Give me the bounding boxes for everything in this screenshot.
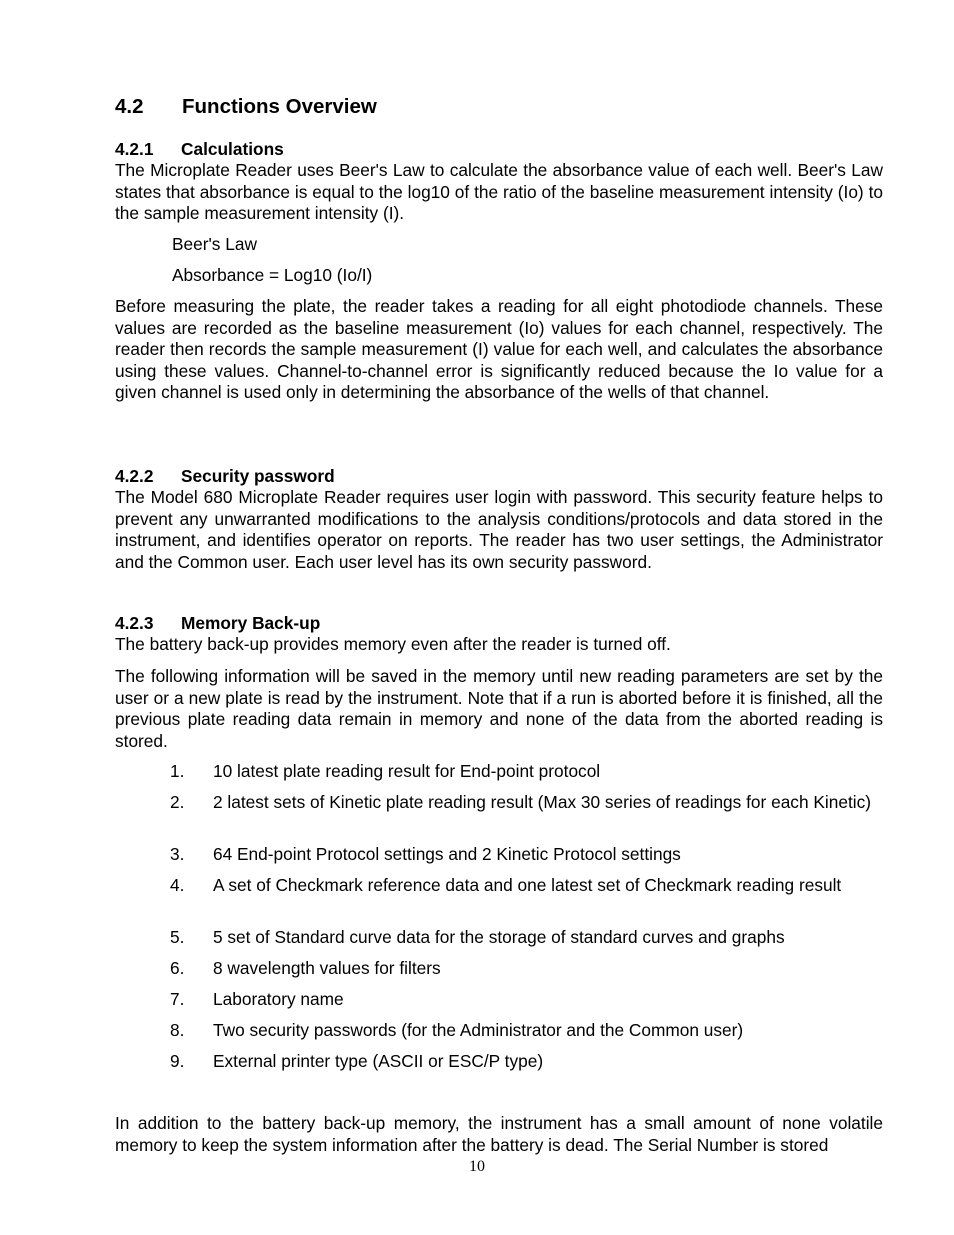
subsection-title: Calculations <box>181 139 284 159</box>
list-item-number: 2. <box>170 792 185 812</box>
list-item-number: 3. <box>170 844 185 864</box>
section-heading <box>115 95 377 119</box>
security-paragraph: The Model 680 Microplate Reader requires user login with password. This security feature helps to prevent any unwarranted modifications to the analysis conditions/protocols and data stored in the instrument, and identifies operator on reports. The reader has two user settings, the Administrator and the Common user. Each user level has its own security password. <box>115 487 883 572</box>
subsection-heading-memory <box>115 613 320 634</box>
subsection-number: 4.2.3 <box>115 613 154 633</box>
calculations-body-paragraph: Before measuring the plate, the reader takes a reading for all eight photodiode channels. These values are recorded as the baseline measurement (Io) values for each channel, respectively. The reader then records the sample measurement (I) value for each well, and calculates the absorbance using these values. Channel-to-channel error is significantly reduced because the Io value for a given channel is used only in determining the absorbance of the wells of that channel. <box>115 296 883 403</box>
list-item-text: 8 wavelength values for filters <box>213 958 441 978</box>
memory-paragraph-2: The following information will be saved in the memory until new reading parameters are set by the user or a new plate is read by the instrument. Note that if a run is aborted before it is finished, all the previous plate reading data remain in memory and none of the data from the aborted reading is stored. <box>115 666 883 751</box>
subsection-heading-calculations <box>115 139 284 160</box>
formula: Absorbance = Log10 (Io/I) <box>172 265 373 285</box>
list-item-number: 6. <box>170 958 185 978</box>
section-title: Functions Overview <box>182 95 377 118</box>
list-item-text: 2 latest sets of Kinetic plate reading result (Max 30 series of readings for each Kinetic) <box>213 792 871 812</box>
list-item-number: 4. <box>170 875 185 895</box>
list-item-number: 1. <box>170 761 185 781</box>
subsection-title: Memory Back-up <box>181 613 321 633</box>
subsection-number: 4.2.1 <box>115 139 154 159</box>
list-item-text: 5 set of Standard curve data for the storage of standard curves and graphs <box>213 927 785 947</box>
formula-label: Beer's Law <box>172 234 257 254</box>
list-item-text: Laboratory name <box>213 989 344 1009</box>
list-item-number: 5. <box>170 927 185 947</box>
calculations-intro-paragraph: The Microplate Reader uses Beer's Law to calculate the absorbance value of each well. Beer's Law states that absorbance is equal to the log10 of the ratio of the baseline measurement intensity (Io) to the sample measurement intensity (I). <box>115 160 883 224</box>
list-item-text: A set of Checkmark reference data and one latest set of Checkmark reading result <box>213 875 842 895</box>
list-item-number: 9. <box>170 1051 185 1071</box>
page-number: 10 <box>469 1158 485 1175</box>
list-item-text: 10 latest plate reading result for End-point protocol <box>213 761 601 781</box>
subsection-number: 4.2.2 <box>115 466 154 486</box>
list-item-text: 64 End-point Protocol settings and 2 Kinetic Protocol settings <box>213 844 681 864</box>
memory-paragraph-3: In addition to the battery back-up memory, the instrument has a small amount of none volatile memory to keep the system information after the battery is dead. The Serial Number is stored <box>115 1113 883 1155</box>
list-item-text: Two security passwords (for the Administrator and the Common user) <box>213 1020 744 1040</box>
memory-paragraph-1: The battery back-up provides memory even after the reader is turned off. <box>115 634 671 654</box>
list-item-number: 7. <box>170 989 185 1009</box>
subsection-heading-security <box>115 466 335 487</box>
list-item-number: 8. <box>170 1020 185 1040</box>
section-number: 4.2 <box>115 95 144 118</box>
list-item-text: External printer type (ASCII or ESC/P type) <box>213 1051 544 1071</box>
subsection-title: Security password <box>181 466 335 486</box>
